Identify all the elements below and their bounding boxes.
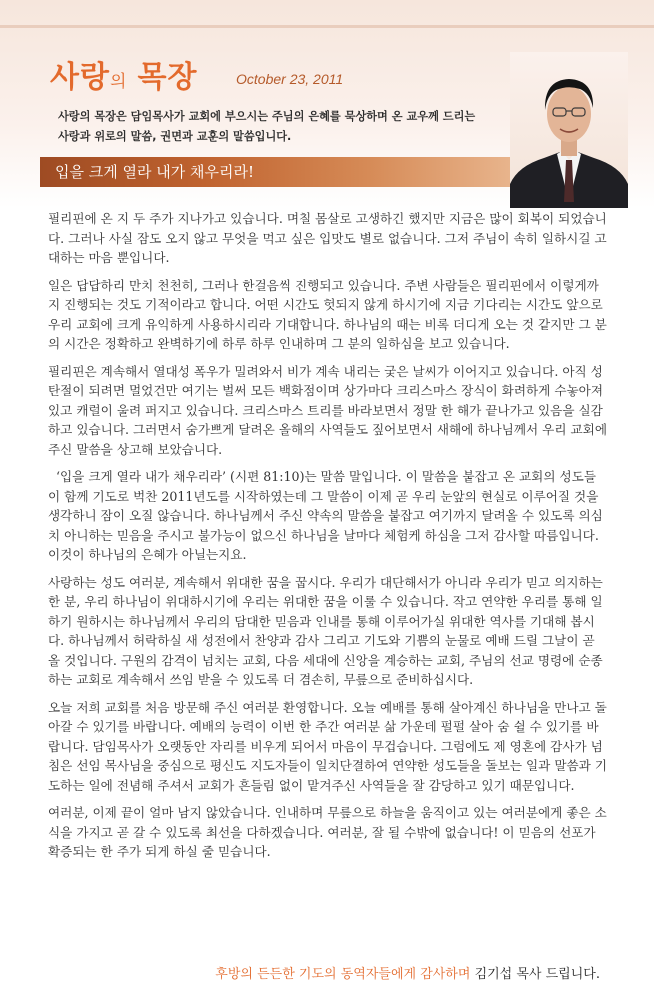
article-body	[48, 209, 608, 862]
paragraph: 일은 답답하리 만치 천천히, 그러나 한걸음씩 진행되고 있습니다. 주변 사람들은 필리핀에서 이렇게까지 진행되는 것도 기적이라고 합니다. 어떤 시간도 헛되지 않게 하시기에 지금 기다리는 시간도 앞으로 우리 교회에 크게 유익하게 사용하시리라 기대합니다. 하나님의 때는 비록 더디게 오는 것 같지만 그 분의 시간은 정확하고 완벽하기에 하루 하루 인내하며 그 분의 일하심을 보고 있습니다.	[48, 277, 607, 351]
paragraph: 필리핀에 온 지 두 주가 지나가고 있습니다. 며칠 몸살로 고생하긴 했지만 지금은 많이 회복이 되었습니다. 그러나 사실 잠도 오지 않고 무엇을 먹고 싶은 입맛도 별로 없습니다. 그저 주님이 속히 일하시길 고대하는 마음 뿐입니다.	[48, 211, 607, 265]
paragraph: 여러분, 이제 끝이 얼마 남지 않았습니다. 인내하며 무릎으로 하늘을 움직이고 있는 여러분에게 좋은 소식을 가지고 곧 갈 수 있도록 최선을 다하겠습니다. 여러분, 잘 될 수밖에 없습니다! 이 믿음의 선포가 확증되는 한 주가 되게 하실 줄 믿습니다.	[48, 805, 607, 859]
paragraph: 사랑하는 성도 여러분, 계속해서 위대한 꿈을 꿉시다. 우리가 대단해서가 아니라 우리가 믿고 의지하는 한 분, 우리 하나님이 위대하시기에 우리는 위대한 꿈을 이룰 수 있습니다. 작고 연약한 우리를 통해 일하기 원하시는 하나님께서 우리의 담대한 믿음과 인내를 통해 이루어가실 위대한 역사를 기대해 봅시다. 하나님께서 허락하실 새 성전에서 찬양과 감사 그리고 기도와 기쁨의 눈물로 예배 드릴 그날이 곧 올 것입니다. 구원의 감격이 넘치는 교회, 다음 세대에 신앙을 계승하는 교회, 주님의 선교 명령에 순종하는 교회로 계속해서 쓰임 받을 수 있도록 더 겸손히, 무릎으로 준비하십시다.	[48, 574, 603, 687]
title-main-2: 목장	[137, 60, 198, 95]
banner-title: 입을 크게 열라 내가 채우리라!	[55, 163, 254, 181]
footer-signature	[0, 963, 600, 982]
footer-signer: 김기섭 목사 드립니다.	[470, 967, 600, 982]
portrait-image	[510, 52, 628, 208]
page-title	[50, 52, 198, 96]
paragraph: 필리핀은 계속해서 열대성 폭우가 밀려와서 비가 계속 내리는 궂은 날씨가 이어지고 있습니다. 아직 성탄절이 되려면 멀었건만 여기는 벌써 모든 백화점이며 상가마다 크리스마스 장식이 화려하게 수놓아져 있고 캐럴이 울려 퍼지고 있습니다. 크리스마스 트리를 바라보면서 정말 한 해가 끝나가고 있음을 실감하고 있습니다. 그러면서 숨가쁘게 달려온 올해의 사역들도 짚어보면서 새해에 하나님께서 우리 교회에 주신 말씀을 상고해 보았습니다.	[48, 363, 607, 457]
header	[0, 0, 654, 208]
paragraph: 오늘 저희 교회를 처음 방문해 주신 여러분 환영합니다. 오늘 예배를 통해 살아계신 하나님을 만나고 돌아갈 수 있기를 바랍니다. 예배의 능력이 이번 한 주간 여러분 삶 가운데 펄펄 살아 숨 쉴 수 있기를 바랍니다. 담임목사가 오랫동안 자리를 비우게 되어서 마음이 무겁습니다. 그럼에도 제 영혼에 감사가 넘침은 선임 목사님을 중심으로 평신도 지도자들이 일치단결하여 연약한 성도들을 돌보는 일과 말씀과 기도하는 일에 전념해 주셔서 교회가 흔들림 없이 맡겨주신 사역들을 잘 감당하고 있기 때문입니다.	[48, 699, 607, 793]
header-rule	[0, 25, 654, 28]
paragraph: ‘입을 크게 열라 내가 채우리라’ (시편 81:10)는 말씀 말입니다. 이 말씀을 붙잡고 온 교회의 성도들이 함께 기도로 벅찬 2011년도를 시작하였는데 그 말씀이 이제 곧 우리 눈앞의 현실로 이루어질 것을 생각하니 잠이 오질 않습니다. 하나님께서 주신 약속의 말씀을 붙잡고 여기까지 달려올 수 있도록 의심치 아니하는 믿음을 주시고 불가능이 없으신 하나님을 날마다 체험케 하심을 그저 감사할 따름입니다. 이것이 하나님의 은혜가 아닐는지요.	[48, 469, 603, 562]
footer-thanks: 후방의 든든한 기도의 동역자들에게 감사하며	[215, 967, 471, 982]
title-main-1: 사랑	[50, 60, 110, 95]
issue-date: October 23, 2011	[236, 71, 344, 87]
title-particle: 의	[109, 72, 127, 92]
description-line: 사랑의 목장은 담임목사가 교회에 부으시는 주님의 은혜를 묵상하며 온 교우께 드리는	[58, 110, 476, 123]
description-line: 사랑과 위로의 말씀, 권면과 교훈의 말씀입니다.	[58, 130, 292, 143]
pastor-portrait	[510, 52, 628, 208]
description	[58, 107, 518, 147]
